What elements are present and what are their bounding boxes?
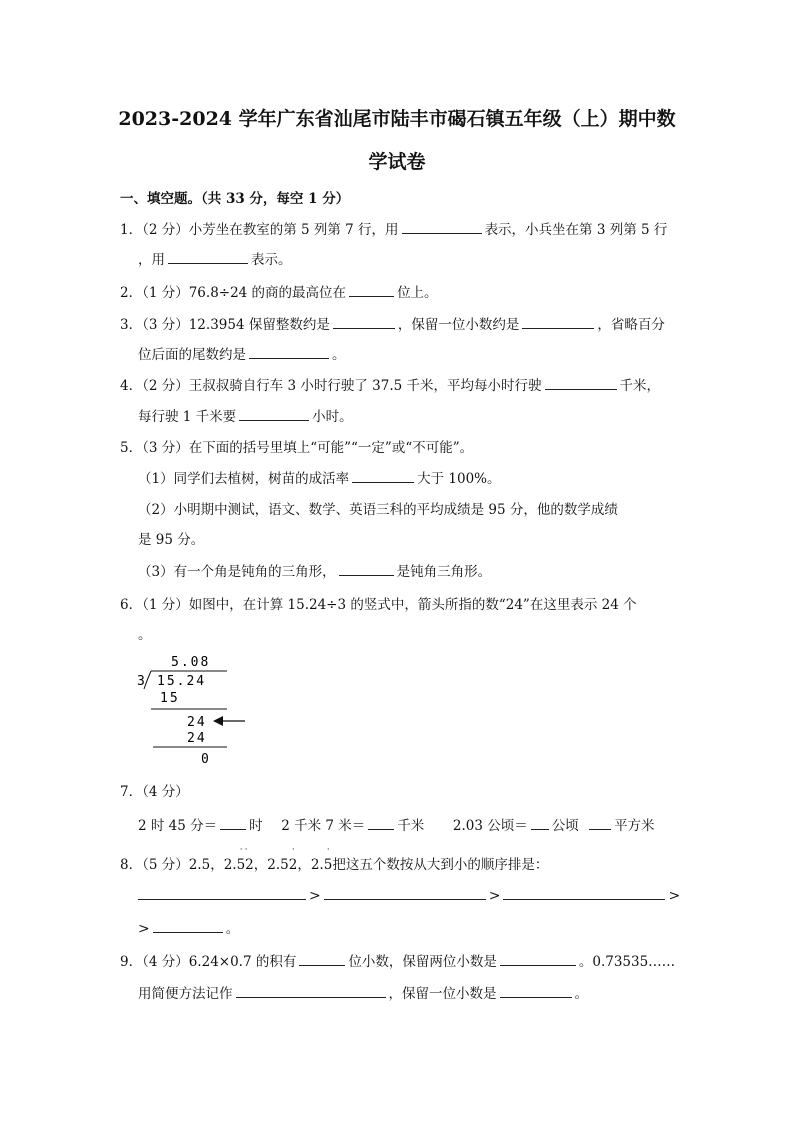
q7-text-5: 2.03 公顷＝ — [452, 818, 528, 834]
q5-s3-text-a: （3）有一个角是钝角的三角形， — [138, 564, 336, 580]
q5-blank-3[interactable] — [339, 562, 394, 576]
q7-text-3: 2 千米 7 米＝ — [281, 818, 366, 834]
question-8-line2 — [138, 886, 680, 904]
q8-gt-3: > — [668, 888, 681, 904]
exam-title-line1: 2023-2024 学年广东省汕尾市陆丰市碣石镇五年级（上）期中数 — [118, 108, 676, 130]
division-step1: 15 — [160, 691, 180, 706]
q1-blank-2[interactable] — [168, 250, 248, 264]
q8-repeating-1: ˙˙ 52 — [236, 848, 254, 873]
question-1-line1 — [120, 218, 667, 238]
q7-text-2: 时 — [249, 818, 263, 834]
q8-text-3: ，2. — [297, 857, 324, 873]
q3-blank-2[interactable] — [522, 315, 594, 329]
q9-text-c: 。0.73535…… — [578, 954, 676, 970]
q2-text-a: 2．（1 分）76.8÷24 的商的最高位在 — [120, 285, 347, 301]
q3-text-b: ，保留一位小数约是 — [397, 317, 520, 333]
q7-text-7: 平方米 — [614, 818, 655, 834]
q1-text-a: 1．（2 分）小芳坐在教室的第 5 列第 7 行，用 — [120, 222, 399, 238]
q7-text-1: 2 时 45 分＝ — [138, 818, 218, 834]
question-5: 5．（3 分）在下面的括号里填上“可能”“一定”或“不可能”。 — [120, 440, 474, 456]
q8-text-4: 把这五个数按从大到小的顺序排是： — [332, 857, 549, 873]
q9-blank-3[interactable] — [236, 984, 386, 998]
q7-blank-3[interactable] — [531, 816, 549, 830]
q9-text-b: 位小数，保留两位小数是 — [348, 954, 497, 970]
q9-blank-4[interactable] — [500, 984, 572, 998]
section-heading: 一、填空题。（共 33 分，每空 1 分） — [120, 191, 350, 207]
question-8-line3: > 。 — [138, 921, 240, 937]
q3-text-e: 。 — [332, 347, 346, 363]
q4-text-a: 4．（2 分）王叔叔骑自行车 3 小时行驶了 37.5 千米，平均每小时行驶 — [120, 378, 542, 394]
question-6-line2: 。 — [138, 627, 152, 643]
q3-blank-1[interactable] — [333, 315, 395, 329]
question-5-part2-line2: 是 95 分。 — [138, 532, 205, 548]
q8-gt-4: > — [138, 921, 150, 937]
question-9-line2 — [138, 982, 588, 1002]
q9-blank-2[interactable] — [500, 952, 576, 966]
question-5-part2-line1: （2）小明期中测试，语文、数学、英语三科的平均成绩是 95 分，他的数学成绩 — [138, 502, 618, 518]
q3-blank-3[interactable] — [249, 345, 329, 359]
q7-text-6: 公顷 — [551, 818, 579, 834]
question-7-conversions — [138, 814, 655, 834]
question-7: 7．（4 分） — [120, 784, 189, 800]
q3-text-a: 3．（3 分）12.3954 保留整数约是 — [120, 317, 330, 333]
division-step3: 24 — [187, 731, 207, 746]
repeat-dots-icon: ˙˙ — [238, 848, 249, 859]
q9-text-d: 用简便方法记作 — [138, 986, 233, 1002]
q9-blank-1[interactable] — [299, 952, 345, 966]
question-4-line1 — [120, 374, 660, 394]
q2-text-b: 位上。 — [397, 285, 438, 301]
division-step2: 24 — [187, 715, 207, 730]
question-2 — [120, 281, 438, 301]
repeat-dot-icon: ˙ — [325, 848, 331, 859]
question-6-line1: 6．（1 分）如图中，在计算 15.24÷3 的竖式中，箭头所指的数“24”在这里表示 24 个 — [120, 597, 637, 613]
q5-s3-text-b: 是钝角三角形。 — [396, 564, 492, 580]
q8-blank-2[interactable] — [324, 886, 486, 900]
q8-blank-3[interactable] — [503, 886, 665, 900]
q8-gt-2: > — [488, 888, 501, 904]
q8-text-2: ，2.5 — [253, 857, 289, 873]
q7-blank-2[interactable] — [368, 816, 394, 830]
division-dividend: 15.24 — [157, 674, 207, 689]
q8-blank-4[interactable] — [153, 919, 223, 933]
arrow-head-icon — [213, 716, 223, 726]
q4-text-c: 每行驶 1 千米要 — [138, 409, 237, 425]
q2-blank-1[interactable] — [349, 283, 394, 297]
question-1-line2 — [138, 248, 292, 268]
question-3-line2 — [138, 343, 346, 363]
q3-text-d: 位后面的尾数约是 — [138, 347, 246, 363]
division-divisor: 3 — [137, 674, 147, 689]
q4-text-b: 千米， — [619, 378, 661, 394]
q9-text-a: 9．（4 分）6.24×0.7 的积有 — [120, 954, 297, 970]
question-4-line2 — [138, 405, 353, 425]
q5-s1-text-b: 大于 100%。 — [417, 471, 501, 487]
q4-text-d: 小时。 — [312, 409, 353, 425]
q9-text-f: 。 — [574, 986, 588, 1002]
question-9-line1 — [120, 950, 675, 970]
exam-title-line2: 学试卷 — [368, 151, 426, 173]
q1-blank-1[interactable] — [402, 220, 482, 234]
division-remainder: 0 — [201, 752, 211, 767]
q8-text-1: 8．（5 分）2.5，2. — [120, 857, 237, 873]
q1-text-c: ，用 — [138, 252, 165, 268]
q7-text-4: 千米 — [397, 818, 425, 834]
question-5-part3 — [138, 560, 491, 580]
q1-text-d: 表示。 — [251, 252, 292, 268]
q1-text-b: 表示，小兵坐在第 3 列第 5 行 — [484, 222, 668, 238]
q5-s1-text-a: （1）同学们去植树，树苗的成活率 — [138, 471, 350, 487]
q8-blank-1[interactable] — [138, 886, 306, 900]
q8-gt-1: > — [309, 888, 321, 904]
long-division-figure — [135, 652, 255, 767]
division-quotient: 5.08 — [171, 655, 211, 670]
repeat-dot-icon: ˙ — [290, 848, 296, 859]
question-5-part1 — [138, 467, 500, 487]
q8-repeating-2: ˙ 2 — [288, 848, 298, 873]
q8-repeating-3: ˙ 5 — [323, 848, 333, 873]
question-8-line1 — [120, 848, 549, 873]
q9-text-e: ，保留一位小数是 — [388, 986, 497, 1002]
q3-text-c: ，省略百分 — [597, 317, 665, 333]
question-3-line1 — [120, 313, 665, 333]
q4-blank-2[interactable] — [239, 407, 309, 421]
q7-blank-4[interactable] — [589, 816, 611, 830]
q7-blank-1[interactable] — [220, 816, 246, 830]
q4-blank-1[interactable] — [545, 376, 617, 390]
q5-blank-1[interactable] — [352, 469, 414, 483]
